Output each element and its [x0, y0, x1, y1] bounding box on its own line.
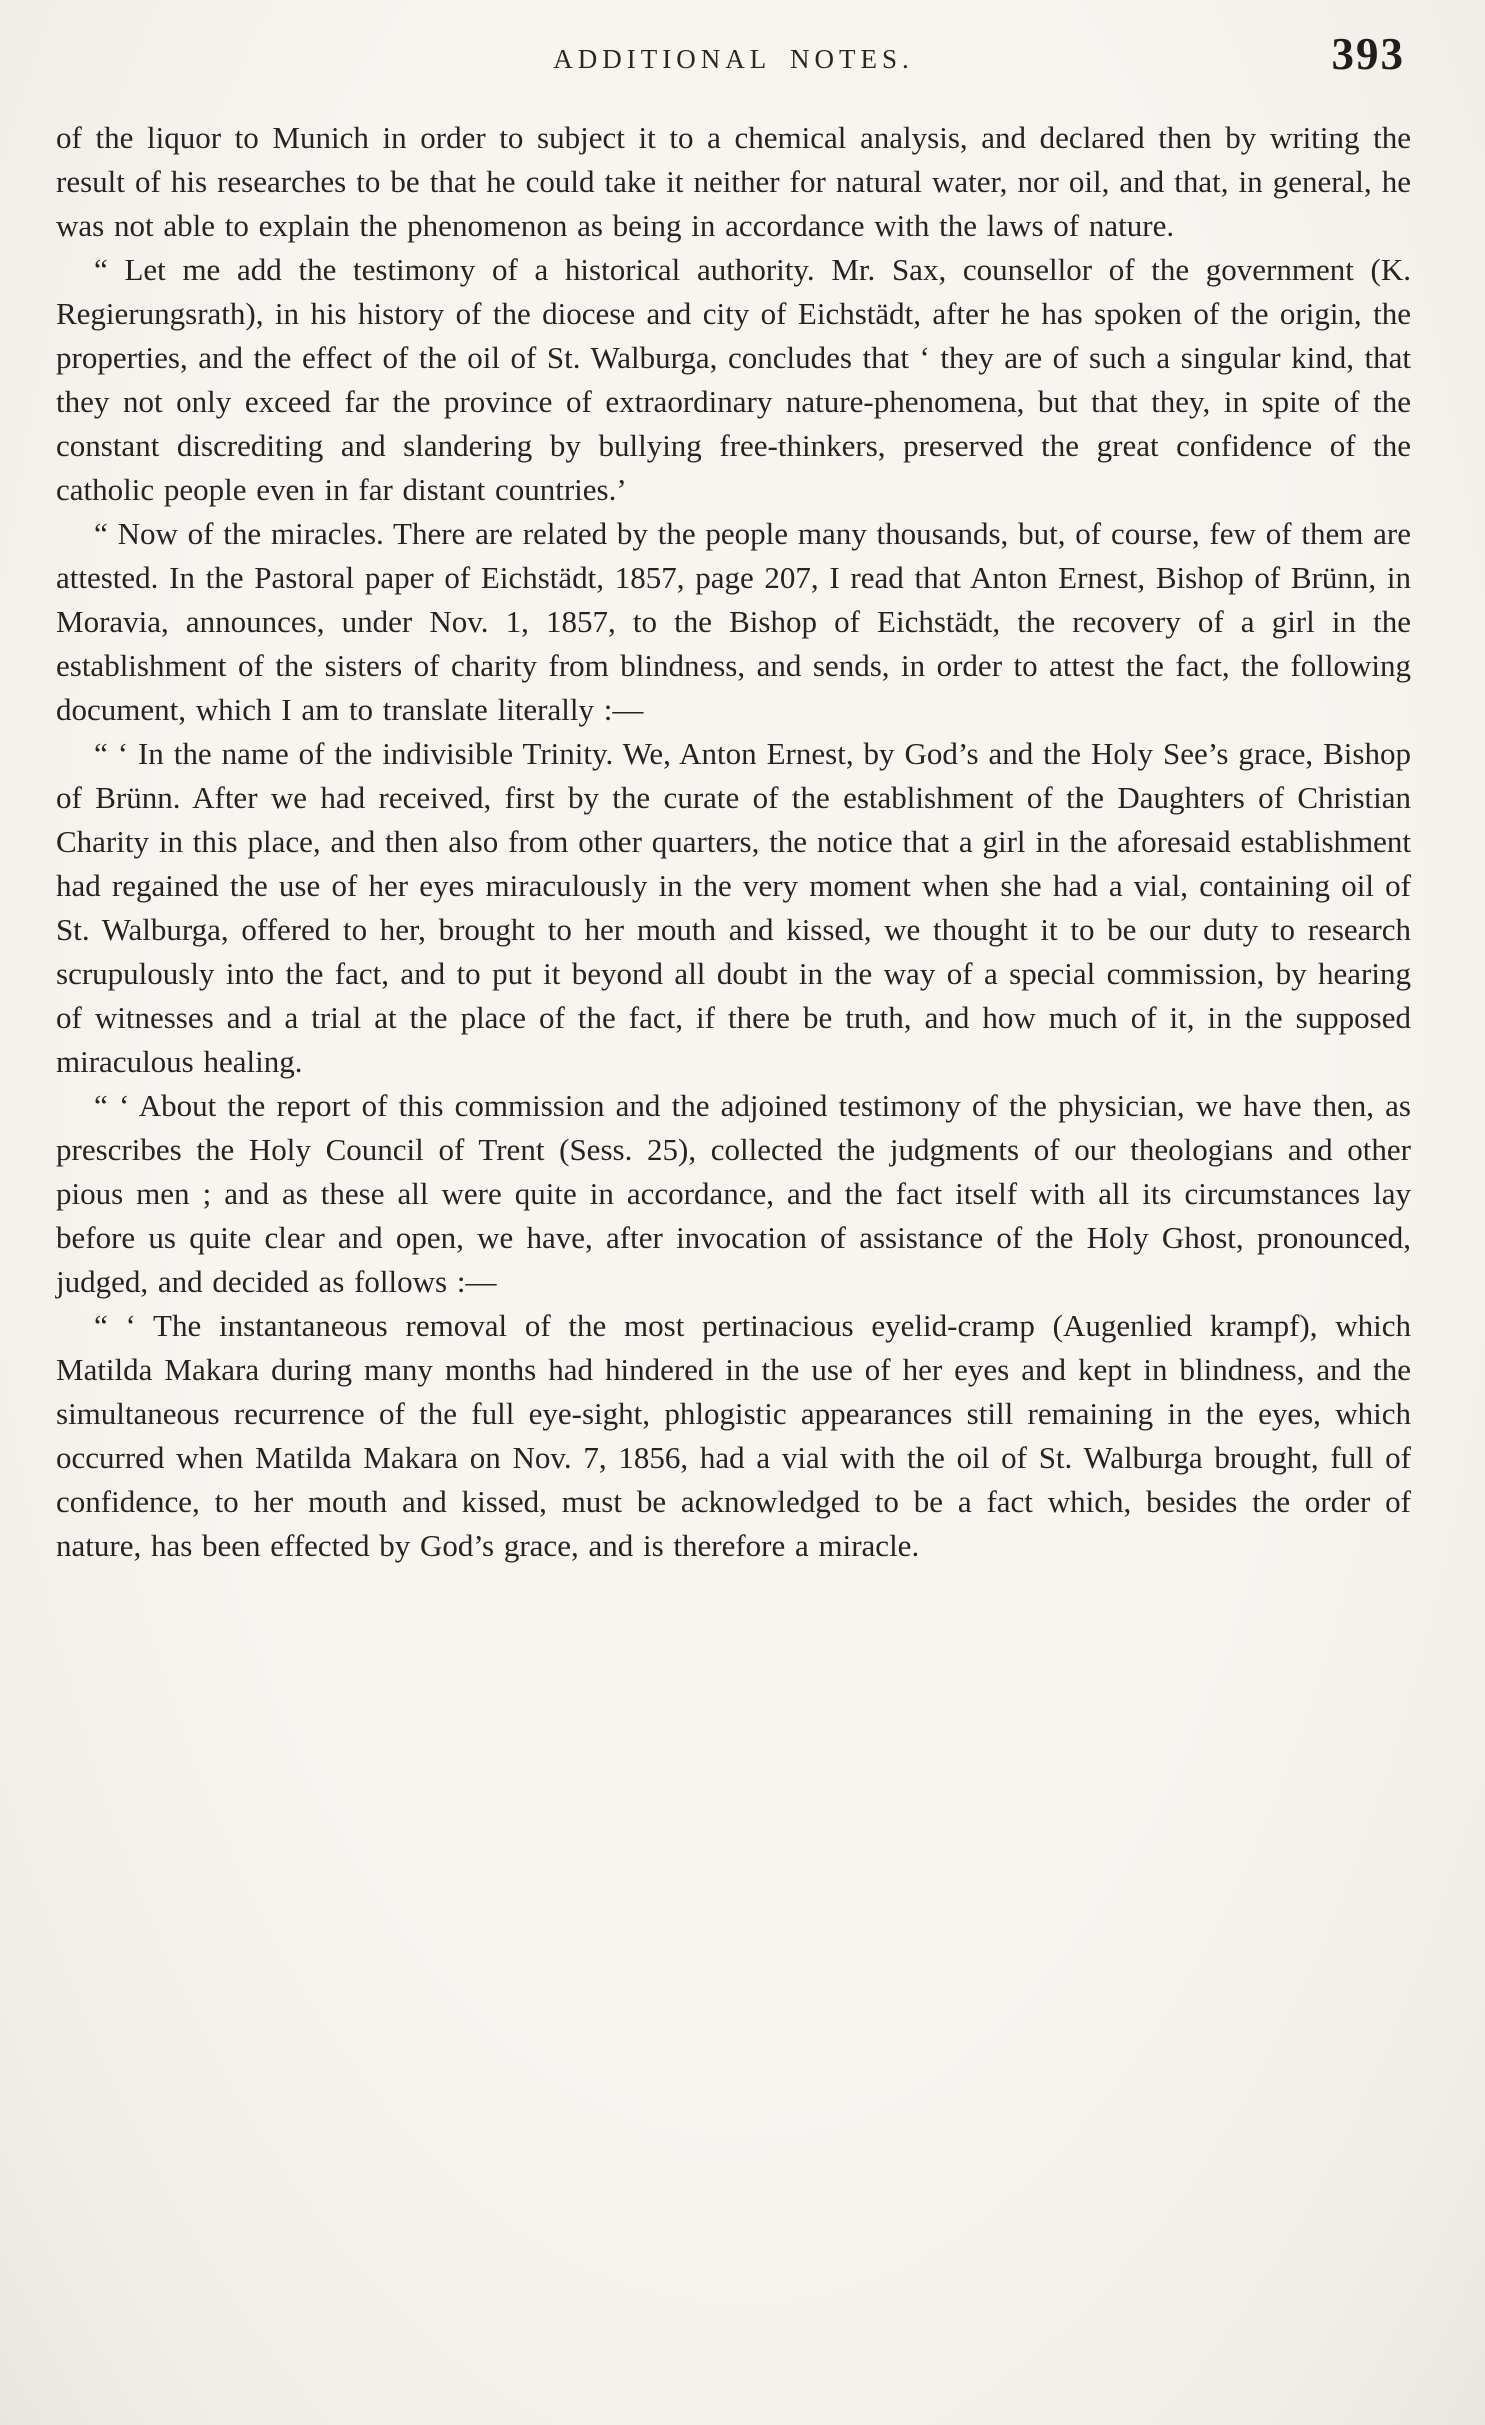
page-header: [56, 29, 1411, 98]
paragraph-6: “ ‘ The instantaneous removal of the most pertinacious eyelid-cramp (Augenlied krampf), which Matilda Makara during many months had hindered in the use of her eyes and kept in blindness, and the simultaneous recurrence of the full eye-sight, phlogistic appearances still remaining in the eyes, which occurred when Matilda Makara on Nov. 7, 1856, had a vial with the oil of St. Walburga brought, full of confidence, to her mouth and kissed, must be acknowledged to be a fact which, besides the order of nature, has been effected by God’s grace, and is therefore a miracle.: [56, 1308, 1411, 1563]
paragraph-3: “ Now of the miracles. There are related by the people many thousands, but, of course, few of them are attested. In the Pastoral paper of Eichstädt, 1857, page 207, I read that Anton Ernest, Bishop of Brünn, in Moravia, announces, under Nov. 1, 1857, to the Bishop of Eichstädt, the recovery of a girl in the establishment of the sisters of charity from blindness, and sends, in order to attest the fact, the following document, which I am to translate literally :—: [56, 516, 1411, 727]
page-number: 393: [1331, 29, 1405, 79]
paragraph-4: “ ‘ In the name of the indivisible Trinity. We, Anton Ernest, by God’s and the Holy See’s grace, Bishop of Brünn. After we had received, first by the curate of the establishment of the Daughters of Christian Charity in this place, and then also from other quarters, the notice that a girl in the aforesaid establishment had regained the use of her eyes miraculously in the very moment when she had a vial, containing oil of St. Walburga, offered to her, brought to her mouth and kissed, we thought it to be our duty to research scrupulously into the fact, and to put it beyond all doubt in the way of a special commission, by hearing of witnesses and a trial at the place of the fact, if there be truth, and how much of it, in the supposed miraculous healing.: [56, 736, 1411, 1079]
paragraph-1: of the liquor to Munich in order to subject it to a chemical analysis, and declared then by writing the result of his researches to be that he could take it neither for natural water, nor oil, and that, in general, he was not able to explain the phenomenon as being in accordance with the laws of nature.: [56, 120, 1411, 243]
running-head-title: ADDITIONAL NOTES.: [553, 44, 914, 74]
paragraph-5: “ ‘ About the report of this commission and the adjoined testimony of the physician, we have then, as prescribes the Holy Council of Trent (Sess. 25), collected the judgments of our theologians and other pious men ; and as these all were quite in accordance, and the fact itself with all its circumstances lay before us quite clear and open, we have, after invocation of assistance of the Holy Ghost, pronounced, judged, and decided as follows :—: [56, 1088, 1411, 1299]
paragraph-2: “ Let me add the testimony of a historical authority. Mr. Sax, counsellor of the government (K. Regierungsrath), in his history of the diocese and city of Eichstädt, after he has spoken of the origin, the properties, and the effect of the oil of St. Walburga, concludes that ‘ they are of such a singular kind, that they not only exceed far the province of extraordinary nature-phenomena, but that they, in spite of the constant discrediting and slandering by bullying free-thinkers, preserved the great confidence of the catholic people even in far distant countries.’: [56, 252, 1411, 507]
page-body: [56, 116, 1411, 1568]
